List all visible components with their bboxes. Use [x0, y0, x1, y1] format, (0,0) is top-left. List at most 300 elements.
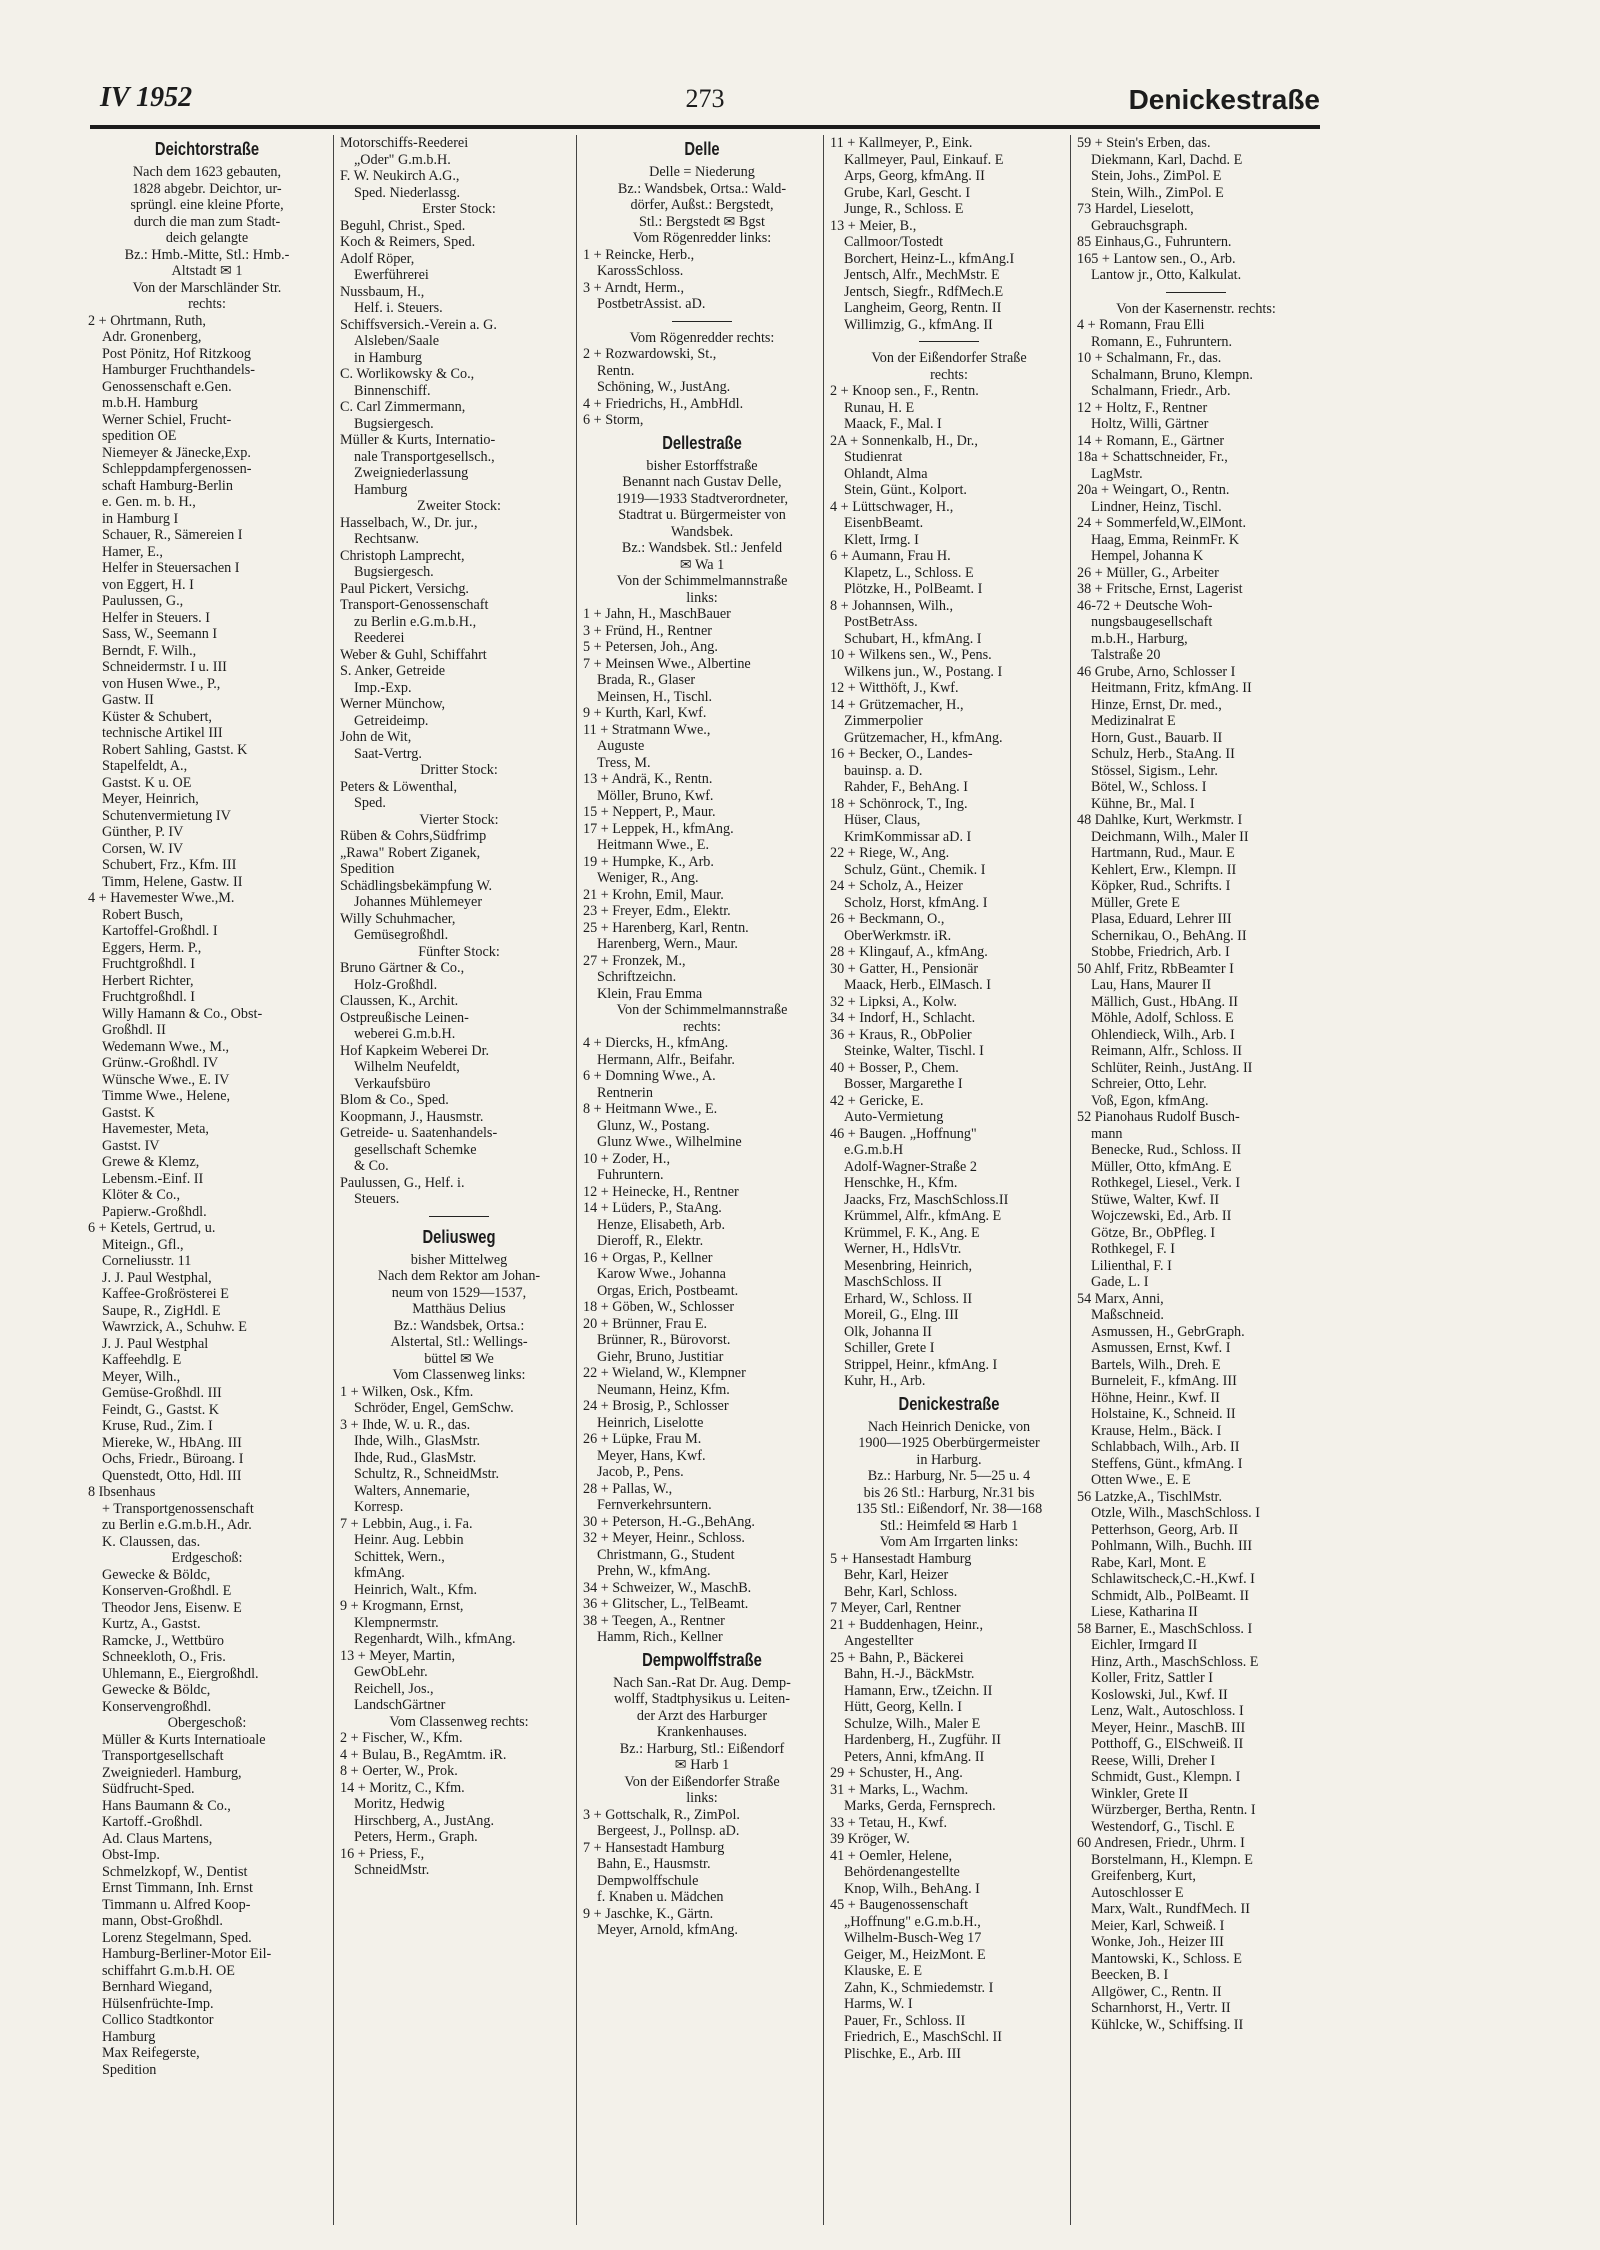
house-entry: 34 + Indorf, H., Schlacht.	[830, 1010, 976, 1026]
house-entry: Rüben & Cohrs,Südfrimp	[340, 828, 487, 844]
resident-entry: Meier, Karl, Schweiß. I	[1091, 1917, 1225, 1934]
resident-entry: Meyer, Arnold, kfmAng.	[597, 1922, 738, 1938]
house-entry: C. Carl Zimmermann,	[340, 399, 466, 415]
street-note: sprüngl. eine kleine Pforte,	[130, 197, 284, 213]
house-entry: 4 + Havemester Wwe.,M.	[88, 890, 235, 906]
resident-entry: Arps, Georg, kfmAng. II	[844, 168, 985, 184]
resident-entry: Gastst. K u. OE	[102, 774, 192, 791]
resident-entry: Schutenvermietung IV	[102, 807, 231, 824]
street-note: 1828 abgebr. Deichtor, ur-	[132, 180, 282, 197]
page-section-year: IV 1952	[100, 82, 193, 113]
column-divider	[1070, 135, 1071, 2225]
house-entry: 25 + Harenberg, Karl, Rentn.	[583, 919, 749, 936]
resident-entry: Gastst. IV	[102, 1137, 160, 1154]
resident-entry: Jentsch, Siegfr., RdfMech.E	[844, 283, 1004, 300]
street-note: Alstertal, Stl.: Wellings-	[390, 1334, 528, 1350]
resident-entry: Schlawitscheck,C.-H.,Kwf. I	[1091, 1571, 1255, 1587]
resident-entry: Spedition	[102, 2061, 157, 2078]
resident-entry: mann	[1091, 1125, 1123, 1142]
house-entry: Hasselbach, W., Dr. jur.,	[340, 514, 478, 531]
street-note: durch die man zum Stadt-	[133, 213, 281, 230]
house-entry: 28 + Klingauf, A., kfmAng.	[830, 944, 988, 960]
street-heading: Dellestraße	[662, 432, 742, 453]
resident-entry: Ohlandt, Alma	[844, 465, 928, 482]
street-note: Nach Heinrich Denicke, von	[867, 1418, 1031, 1435]
resident-entry: Stein, Johs., ZimPol. E	[1091, 168, 1222, 184]
resident-entry: Bugsiergesch.	[354, 415, 434, 432]
house-entry: 59 + Stein's Erben, das.	[1077, 135, 1211, 151]
resident-entry: Tress, M.	[597, 754, 651, 771]
resident-entry: gesellschaft Schemke	[354, 1141, 477, 1158]
directory-column-3	[583, 135, 821, 2235]
resident-entry: Gewecke & Böldc,	[102, 1682, 211, 1698]
house-entry: 3 + Arndt, Herm.,	[583, 279, 684, 296]
house-entry: 41 + Oemler, Helene,	[830, 1847, 953, 1864]
house-entry: 18a + Schattschneider, Fr.,	[1077, 449, 1228, 465]
street-note: Wandsbek.	[670, 523, 734, 540]
resident-entry: Harms, W. I	[844, 1996, 913, 2012]
house-entry: 14 + Grützemacher, H.,	[830, 696, 964, 713]
street-note: links:	[686, 1790, 718, 1806]
resident-entry: kfmAng.	[354, 1565, 405, 1581]
resident-entry: Harenberg, Wern., Maur.	[597, 936, 738, 952]
resident-entry: Ernst Timmann, Inh. Ernst	[102, 1880, 253, 1896]
street-note: in Harburg.	[916, 1451, 982, 1468]
house-entry: Getreide- u. Saatenhandels-	[340, 1125, 498, 1141]
resident-entry: Köpker, Rud., Schrifts. I	[1091, 878, 1231, 894]
street-note: bis 26 Stl.: Harburg, Nr.31 bis	[863, 1484, 1035, 1501]
house-entry: 46 + Baugen. „Hoffnung"	[830, 1125, 977, 1142]
street-note: Von der Schimmelmannstraße	[616, 1002, 788, 1018]
resident-entry: Reichell, Jos.,	[354, 1680, 434, 1697]
resident-entry: Orgas, Erich, Postbeamt.	[597, 1282, 739, 1299]
resident-entry: Wilhelm Neufeldt,	[354, 1059, 460, 1075]
resident-entry: + Transportgenossenschaft	[102, 1500, 254, 1517]
resident-entry: Timme Wwe., Helene,	[102, 1088, 231, 1104]
resident-entry: Bötel, W., Schloss. I	[1091, 779, 1207, 795]
resident-entry: Steuers.	[354, 1191, 400, 1207]
resident-entry: Schittek, Wern.,	[354, 1548, 445, 1565]
house-entry: 21 + Buddenhagen, Heinr.,	[830, 1616, 983, 1633]
resident-entry: Schernikau, O., BehAng. II	[1091, 927, 1247, 944]
street-note: Matthäus Delius	[412, 1301, 506, 1317]
resident-entry: Würzberger, Bertha, Rentn. I	[1091, 1802, 1256, 1818]
resident-entry: Helfer in Steuers. I	[102, 609, 210, 626]
resident-entry: Hamburger Fruchthandels-	[102, 362, 256, 378]
house-entry: 9 + Kurth, Karl, Kwf.	[583, 705, 707, 721]
street-note: Krankenhauses.	[656, 1724, 748, 1740]
house-entry: 29 + Schuster, H., Ang.	[830, 1765, 963, 1781]
house-entry: 85 Einhaus,G., Fuhruntern.	[1077, 234, 1232, 250]
resident-entry: Koslowski, Jul., Kwf. II	[1091, 1686, 1228, 1703]
street-heading: Denickestraße	[898, 1393, 1000, 1414]
resident-entry: Plischke, E., Arb. III	[844, 2045, 962, 2062]
resident-entry: J. J. Paul Westphal,	[102, 1269, 212, 1286]
house-entry: 1 + Jahn, H., MaschBauer	[583, 606, 731, 622]
resident-entry: Eggers, Herm. P.,	[102, 939, 202, 956]
house-entry: Beguhl, Christ., Sped.	[340, 217, 466, 234]
resident-entry: Plötzke, H., PolBeamt. I	[844, 581, 983, 597]
resident-entry: SchneidMstr.	[354, 1862, 430, 1878]
house-entry: Koch & Reimers, Sped.	[340, 234, 476, 250]
header-rule	[90, 125, 1320, 129]
house-entry: 4 + Bulau, B., RegAmtm. iR.	[340, 1746, 507, 1763]
resident-entry: Großhdl. II	[102, 1022, 166, 1038]
house-entry: 58 Barner, E., MaschSchloss. I	[1077, 1620, 1253, 1637]
resident-entry: Beecken, B. I	[1091, 1967, 1169, 1983]
resident-entry: Papierw.-Großhdl.	[102, 1203, 207, 1220]
resident-entry: Ewerführerei	[354, 267, 429, 283]
house-entry: 10 + Schalmann, Fr., das.	[1077, 350, 1222, 366]
resident-entry: Behördenangestellte	[844, 1864, 960, 1880]
resident-entry: Kaffeehdlg. E	[102, 1352, 182, 1368]
street-note: Delle = Niederung	[649, 164, 755, 180]
resident-entry: in Hamburg	[354, 349, 422, 366]
resident-entry: Heitmann, Fritz, kfmAng. II	[1091, 680, 1252, 696]
resident-entry: Post Pönitz, Hof Ritzkoog	[102, 345, 251, 362]
house-entry: „Rawa" Robert Ziganek,	[340, 844, 481, 861]
resident-entry: Meyer, Heinr., MaschB. III	[1091, 1719, 1246, 1736]
resident-entry: Gewecke & Böldc,	[102, 1566, 211, 1583]
resident-entry: Krümmel, Alfr., kfmAng. E	[844, 1208, 1002, 1224]
resident-entry: Müller & Kurts Internatioale	[102, 1731, 266, 1748]
resident-entry: Allgöwer, C., Rentn. II	[1091, 1983, 1222, 2000]
resident-entry: Heinrich, Liselotte	[597, 1414, 704, 1431]
house-entry: 11 + Stratmann Wwe.,	[583, 721, 711, 738]
resident-entry: Genossenschaft e.Gen.	[102, 378, 232, 395]
resident-entry: Stapelfeldt, A.,	[102, 758, 188, 774]
resident-entry: Kallmeyer, Paul, Einkauf. E	[844, 151, 1004, 168]
house-entry: 18 + Göben, W., Schlosser	[583, 1299, 735, 1315]
resident-entry: Küster & Schubert,	[102, 708, 212, 725]
house-entry: 13 + Meier, B.,	[830, 217, 917, 234]
resident-entry: Otten Wwe., E. E	[1091, 1472, 1191, 1488]
street-note: Zweiter Stock:	[417, 498, 501, 514]
resident-entry: schiffahrt G.m.b.H. OE	[102, 1962, 235, 1979]
street-note: ✉ Wa 1	[679, 556, 725, 573]
resident-entry: Voß, Egon, kfmAng.	[1091, 1092, 1209, 1109]
resident-entry: Steffens, Günt., kfmAng. I	[1091, 1455, 1243, 1472]
resident-entry: Schubart, H., kfmAng. I	[844, 630, 982, 647]
street-note: Bz.: Harburg, Nr. 5—25 u. 4	[867, 1468, 1031, 1484]
resident-entry: KrimKommissar aD. I	[844, 828, 972, 845]
house-entry: 52 Pianohaus Rudolf Busch-	[1077, 1109, 1240, 1125]
resident-entry: Konservengroßhdl.	[102, 1698, 212, 1715]
resident-entry: Wünsche Wwe., E. IV	[102, 1071, 230, 1088]
house-entry: 42 + Gericke, E.	[830, 1092, 924, 1109]
resident-entry: Winkler, Grete II	[1091, 1785, 1188, 1802]
resident-entry: Günther, P. IV	[102, 824, 184, 840]
resident-entry: Saat-Vertrg.	[354, 745, 422, 762]
resident-entry: Hamm, Rich., Kellner	[597, 1629, 723, 1645]
resident-entry: Havemester, Meta,	[102, 1121, 209, 1137]
resident-entry: Südfrucht-Sped.	[102, 1781, 195, 1797]
resident-entry: Hinze, Ernst, Dr. med.,	[1091, 696, 1222, 713]
house-entry: 31 + Marks, L., Wachm.	[830, 1781, 969, 1798]
house-entry: 28 + Pallas, W.,	[583, 1480, 673, 1497]
resident-entry: Kaffee-Großrösterei E	[102, 1286, 229, 1302]
resident-entry: Runau, H. E	[844, 399, 915, 416]
street-note: Stadtrat u. Bürgermeister von	[618, 507, 786, 523]
resident-entry: Schleppdampfergenossen-	[102, 461, 252, 477]
resident-entry: Jentsch, Alfr., MechMstr. E	[844, 267, 1000, 283]
resident-entry: Rahder, F., BehAng. I	[844, 779, 968, 795]
house-entry: 3 + Gottschalk, R., ZimPol.	[583, 1806, 740, 1823]
resident-entry: Maßschneid.	[1091, 1307, 1164, 1323]
street-note: bisher Mittelweg	[410, 1251, 508, 1268]
resident-entry: Corsen, W. IV	[102, 840, 184, 857]
resident-entry: Klapetz, L., Schloss. E	[844, 564, 974, 581]
resident-entry: Hartmann, Rud., Maur. E	[1091, 845, 1235, 861]
house-entry: 20a + Weingart, O., Rentn.	[1077, 482, 1230, 498]
street-note: rechts:	[930, 366, 968, 383]
section-divider	[919, 341, 979, 342]
resident-entry: Stein, Günt., Kolport.	[844, 482, 967, 498]
resident-entry: Lindner, Heinz, Tischl.	[1091, 498, 1222, 515]
resident-entry: Gebrauchsgraph.	[1091, 217, 1188, 234]
house-entry: 10 + Zoder, H.,	[583, 1150, 671, 1167]
resident-entry: Friedrich, E., MaschSchl. II	[844, 2029, 1002, 2045]
house-entry: 12 + Heinecke, H., Rentner	[583, 1183, 739, 1200]
resident-entry: „Oder" G.m.b.H.	[354, 151, 451, 168]
resident-entry: Scholz, Horst, kfmAng. I	[844, 894, 988, 911]
resident-entry: Schulz, Herb., StaAng. II	[1091, 746, 1235, 762]
resident-entry: Stüwe, Walter, Kwf. II	[1091, 1191, 1220, 1208]
resident-entry: m.b.H. Hamburg	[102, 395, 198, 411]
resident-entry: Bahn, H.-J., BäckMstr.	[844, 1666, 975, 1682]
resident-entry: Prehn, W., kfmAng.	[597, 1563, 711, 1579]
house-entry: 22 + Riege, W., Ang.	[830, 845, 950, 861]
resident-entry: Bartels, Wilh., Dreh. E	[1091, 1356, 1221, 1373]
resident-entry: Holstaine, K., Schneid. II	[1091, 1406, 1236, 1422]
house-entry: Transport-Genossenschaft	[340, 597, 489, 613]
resident-entry: Sass, W., Seemann I	[102, 626, 218, 642]
resident-entry: LandschGärtner	[354, 1697, 446, 1713]
resident-entry: Mällich, Gust., HbAng. II	[1091, 993, 1238, 1010]
street-note: bisher Estorffstraße	[646, 457, 758, 474]
house-entry: 14 + Moritz, C., Kfm.	[340, 1779, 465, 1796]
resident-entry: Klein, Frau Emma	[597, 985, 703, 1002]
house-entry: 7 + Meinsen Wwe., Albertine	[583, 655, 751, 672]
resident-entry: Callmoor/Tostedt	[844, 234, 944, 250]
resident-entry: Berndt, F. Wilh.,	[102, 642, 197, 659]
resident-entry: Rabe, Karl, Mont. E	[1091, 1554, 1207, 1571]
resident-entry: Paulussen, G.,	[102, 593, 184, 609]
resident-entry: Liese, Katharina II	[1091, 1604, 1198, 1620]
resident-entry: Rentnerin	[597, 1084, 653, 1101]
resident-entry: Mesenbring, Heinrich,	[844, 1257, 973, 1274]
house-entry: 2 + Ohrtmann, Ruth,	[88, 312, 206, 329]
resident-entry: Imp.-Exp.	[354, 679, 412, 696]
house-entry: F. W. Neukirch A.G.,	[340, 168, 460, 184]
house-entry: 1 + Reincke, Herb.,	[583, 246, 695, 263]
house-entry: 36 + Glitscher, L., TelBeamt.	[583, 1596, 749, 1612]
street-note: 1900—1925 Oberbürgermeister	[858, 1435, 1040, 1451]
house-entry: Bruno Gärtner & Co.,	[340, 960, 465, 976]
house-entry: 19 + Humpke, K., Arb.	[583, 853, 714, 870]
resident-entry: Heitmann Wwe., E.	[597, 837, 710, 853]
house-entry: 4 + Diercks, H., kfmAng.	[583, 1035, 729, 1051]
house-entry: 13 + Meyer, Martin,	[340, 1647, 455, 1664]
resident-entry: Ad. Claus Martens,	[102, 1830, 213, 1847]
street-note: wolff, Stadtphysikus u. Leiten-	[614, 1691, 790, 1707]
house-entry: 12 + Holtz, F., Rentner	[1077, 399, 1208, 416]
resident-entry: Werner, H., HdlsVtr.	[844, 1241, 962, 1257]
resident-entry: Deichmann, Wilh., Maler II	[1091, 828, 1249, 845]
resident-entry: GewObLehr.	[354, 1664, 428, 1680]
resident-entry: Gemüsegroßhdl.	[354, 927, 449, 943]
resident-entry: Hüser, Claus,	[844, 812, 921, 828]
house-entry: Weber & Guhl, Schiffahrt	[340, 646, 487, 663]
house-entry: 10 + Wilkens sen., W., Pens.	[830, 647, 992, 663]
resident-entry: Werner Schiel, Frucht-	[102, 411, 232, 428]
street-note: Altstadt ✉ 1	[171, 263, 243, 279]
house-entry: 24 + Sommerfeld,W.,ElMont.	[1077, 515, 1247, 531]
house-entry: 2 + Rozwardowski, St.,	[583, 346, 717, 362]
house-entry: 5 + Petersen, Joh., Ang.	[583, 639, 718, 655]
house-entry: 34 + Schweizer, W., MaschB.	[583, 1579, 752, 1596]
house-entry: 4 + Friedrichs, H., AmbHdl.	[583, 395, 744, 412]
section-divider	[1166, 292, 1226, 293]
resident-entry: Willimzig, G., kfmAng. II	[844, 316, 993, 333]
resident-entry: Holz-Großhdl.	[354, 976, 438, 993]
resident-entry: Schröder, Engel, GemSchw.	[354, 1400, 514, 1416]
house-entry: Paulussen, G., Helf. i.	[340, 1174, 465, 1191]
column-divider	[333, 135, 334, 2225]
resident-entry: Diekmann, Karl, Dachd. E	[1091, 151, 1243, 168]
resident-entry: Rothkegel, Liesel., Verk. I	[1091, 1175, 1241, 1191]
resident-entry: zu Berlin e.G.m.b.H.,	[354, 613, 477, 630]
resident-entry: PostbetrAssist. aD.	[597, 296, 706, 312]
street-note: Erdgeschoß:	[171, 1550, 243, 1566]
resident-entry: Hardenberg, H., Zugführ. II	[844, 1732, 1001, 1748]
house-entry: 9 + Jaschke, K., Gärtn.	[583, 1905, 714, 1922]
street-note: Von der Schimmelmannstraße	[616, 573, 788, 589]
resident-entry: Henze, Elisabeth, Arb.	[597, 1216, 726, 1233]
house-entry: 13 + Andrä, K., Rentn.	[583, 771, 713, 787]
resident-entry: Schiller, Grete I	[844, 1340, 935, 1356]
resident-entry: Knop, Wilh., BehAng. I	[844, 1880, 980, 1897]
resident-entry: Gastw. II	[102, 692, 154, 708]
resident-entry: Alsleben/Saale	[354, 333, 440, 349]
street-note: Vom Rögenredder rechts:	[629, 329, 775, 346]
street-note: links:	[686, 589, 718, 606]
house-entry: 46 Grube, Arno, Schlosser I	[1077, 663, 1236, 680]
resident-entry: Ihde, Rud., GlasMstr.	[354, 1449, 477, 1466]
resident-entry: Petterhson, Georg, Arb. II	[1091, 1521, 1239, 1538]
street-note: neum von 1529—1537,	[391, 1284, 527, 1301]
resident-entry: Behr, Karl, Heizer	[844, 1567, 949, 1583]
resident-entry: Peters, Herm., Graph.	[354, 1829, 478, 1845]
resident-entry: Rentn.	[597, 362, 635, 379]
resident-entry: spedition OE	[102, 428, 177, 444]
house-entry: 26 + Lüpke, Frau M.	[583, 1431, 702, 1447]
house-entry: 12 + Witthöft, J., Kwf.	[830, 680, 959, 696]
house-entry: 8 + Heitmann Wwe., E.	[583, 1101, 718, 1117]
resident-entry: Collico Stadtkontor	[102, 2012, 214, 2028]
resident-entry: Fernverkehrsuntern.	[597, 1497, 712, 1513]
resident-entry: weberei G.m.b.H.	[354, 1026, 456, 1042]
house-entry: 26 + Müller, G., Arbeiter	[1077, 564, 1219, 581]
resident-entry: PostBetrAss.	[844, 614, 918, 630]
resident-entry: Schreier, Otto, Lehr.	[1091, 1076, 1207, 1092]
resident-entry: Wojczewski, Ed., Arb. II	[1091, 1208, 1232, 1224]
column-divider	[823, 135, 824, 2225]
street-note: Obergeschoß:	[167, 1715, 247, 1731]
resident-entry: Schmidt, Alb., PolBeamt. II	[1091, 1587, 1250, 1604]
house-entry: 48 Dahlke, Kurt, Werkmstr. I	[1077, 812, 1243, 828]
street-note: Benannt nach Gustav Delle,	[622, 474, 782, 490]
resident-entry: Glunz Wwe., Wilhelmine	[597, 1134, 742, 1150]
house-entry: 45 + Baugenossenschaft	[830, 1897, 969, 1913]
house-entry: 17 + Leppek, H., kfmAng.	[583, 820, 734, 837]
house-entry: 23 + Freyer, Edm., Elektr.	[583, 903, 731, 919]
resident-entry: Schalmann, Friedr., Arb.	[1091, 383, 1231, 399]
resident-entry: Timm, Helene, Gastw. II	[102, 873, 243, 890]
resident-entry: Pauer, Fr., Schloss. II	[844, 2012, 966, 2029]
street-note: büttel ✉ We	[424, 1350, 494, 1367]
house-entry: 46-72 + Deutsche Woh-	[1077, 597, 1213, 614]
resident-entry: Erhard, W., Schloss. II	[844, 1290, 973, 1307]
resident-entry: nungsbaugesellschaft	[1091, 614, 1213, 630]
resident-entry: Asmussen, H., GebrGraph.	[1091, 1323, 1245, 1340]
street-note: der Arzt des Harburger	[636, 1707, 768, 1724]
resident-entry: K. Claussen, das.	[102, 1533, 201, 1550]
resident-entry: Wonke, Joh., Heizer III	[1091, 1934, 1224, 1950]
resident-entry: Auto-Vermietung	[844, 1109, 944, 1125]
resident-entry: Moritz, Hedwig	[354, 1796, 445, 1812]
house-entry: Schädlingsbekämpfung W.	[340, 877, 493, 894]
resident-entry: Asmussen, Ernst, Kwf. I	[1091, 1340, 1231, 1356]
house-entry: John de Wit,	[340, 729, 412, 745]
street-note: Dritter Stock:	[420, 762, 498, 778]
resident-entry: Klöter & Co.,	[102, 1187, 181, 1203]
resident-entry: Regenhardt, Wilh., kfmAng.	[354, 1631, 516, 1647]
street-heading: Deliusweg	[422, 1226, 496, 1247]
section-divider	[429, 1216, 489, 1217]
resident-entry: Grube, Karl, Gescht. I	[844, 184, 971, 201]
house-entry: 14 + Lüders, P., StaAng.	[583, 1200, 722, 1216]
resident-entry: bauinsp. a. D.	[844, 762, 923, 779]
resident-entry: Langheim, Georg, Rentn. II	[844, 300, 1002, 316]
resident-entry: Behr, Karl, Schloss.	[844, 1583, 958, 1600]
house-entry: 26 + Beckmann, O.,	[830, 911, 945, 927]
resident-entry: Willy Hamann & Co., Obst-	[102, 1005, 263, 1022]
resident-entry: Neumann, Heinz, Kfm.	[597, 1381, 730, 1398]
directory-column-1	[88, 135, 326, 2235]
resident-entry: Hermann, Alfr., Beifahr.	[597, 1051, 735, 1068]
resident-entry: Wilhelm-Busch-Weg 17	[844, 1930, 982, 1946]
house-entry: 60 Andresen, Friedr., Uhrm. I	[1077, 1835, 1245, 1851]
resident-entry: f. Knaben u. Mädchen	[597, 1889, 724, 1905]
resident-entry: Hamer, E.,	[102, 543, 163, 560]
resident-entry: Lenz, Walt., Autoschloss. I	[1091, 1703, 1244, 1719]
resident-entry: Kartoff.-Großhdl.	[102, 1814, 203, 1830]
resident-entry: Korresp.	[354, 1499, 404, 1515]
house-entry: C. Worlikowsky & Co.,	[340, 366, 475, 382]
resident-entry: Kruse, Rud., Zim. I	[102, 1418, 213, 1434]
resident-entry: Miereke, W., HbAng. III	[102, 1434, 242, 1451]
resident-entry: Greifenberg, Kurt,	[1091, 1868, 1196, 1884]
resident-entry: Schultz, R., SchneidMstr.	[354, 1466, 500, 1482]
resident-entry: Hamann, Erw., tZeichn. II	[844, 1682, 993, 1699]
house-entry: 8 + Oerter, W., Prok.	[340, 1763, 458, 1779]
house-entry: 8 Ibsenhaus	[88, 1484, 156, 1500]
house-entry: 7 Meyer, Carl, Rentner	[830, 1600, 961, 1616]
resident-entry: Weniger, R., Ang.	[597, 870, 699, 886]
resident-entry: Steinke, Walter, Tischl. I	[844, 1043, 984, 1059]
resident-entry: Peters, Anni, kfmAng. II	[844, 1748, 985, 1765]
